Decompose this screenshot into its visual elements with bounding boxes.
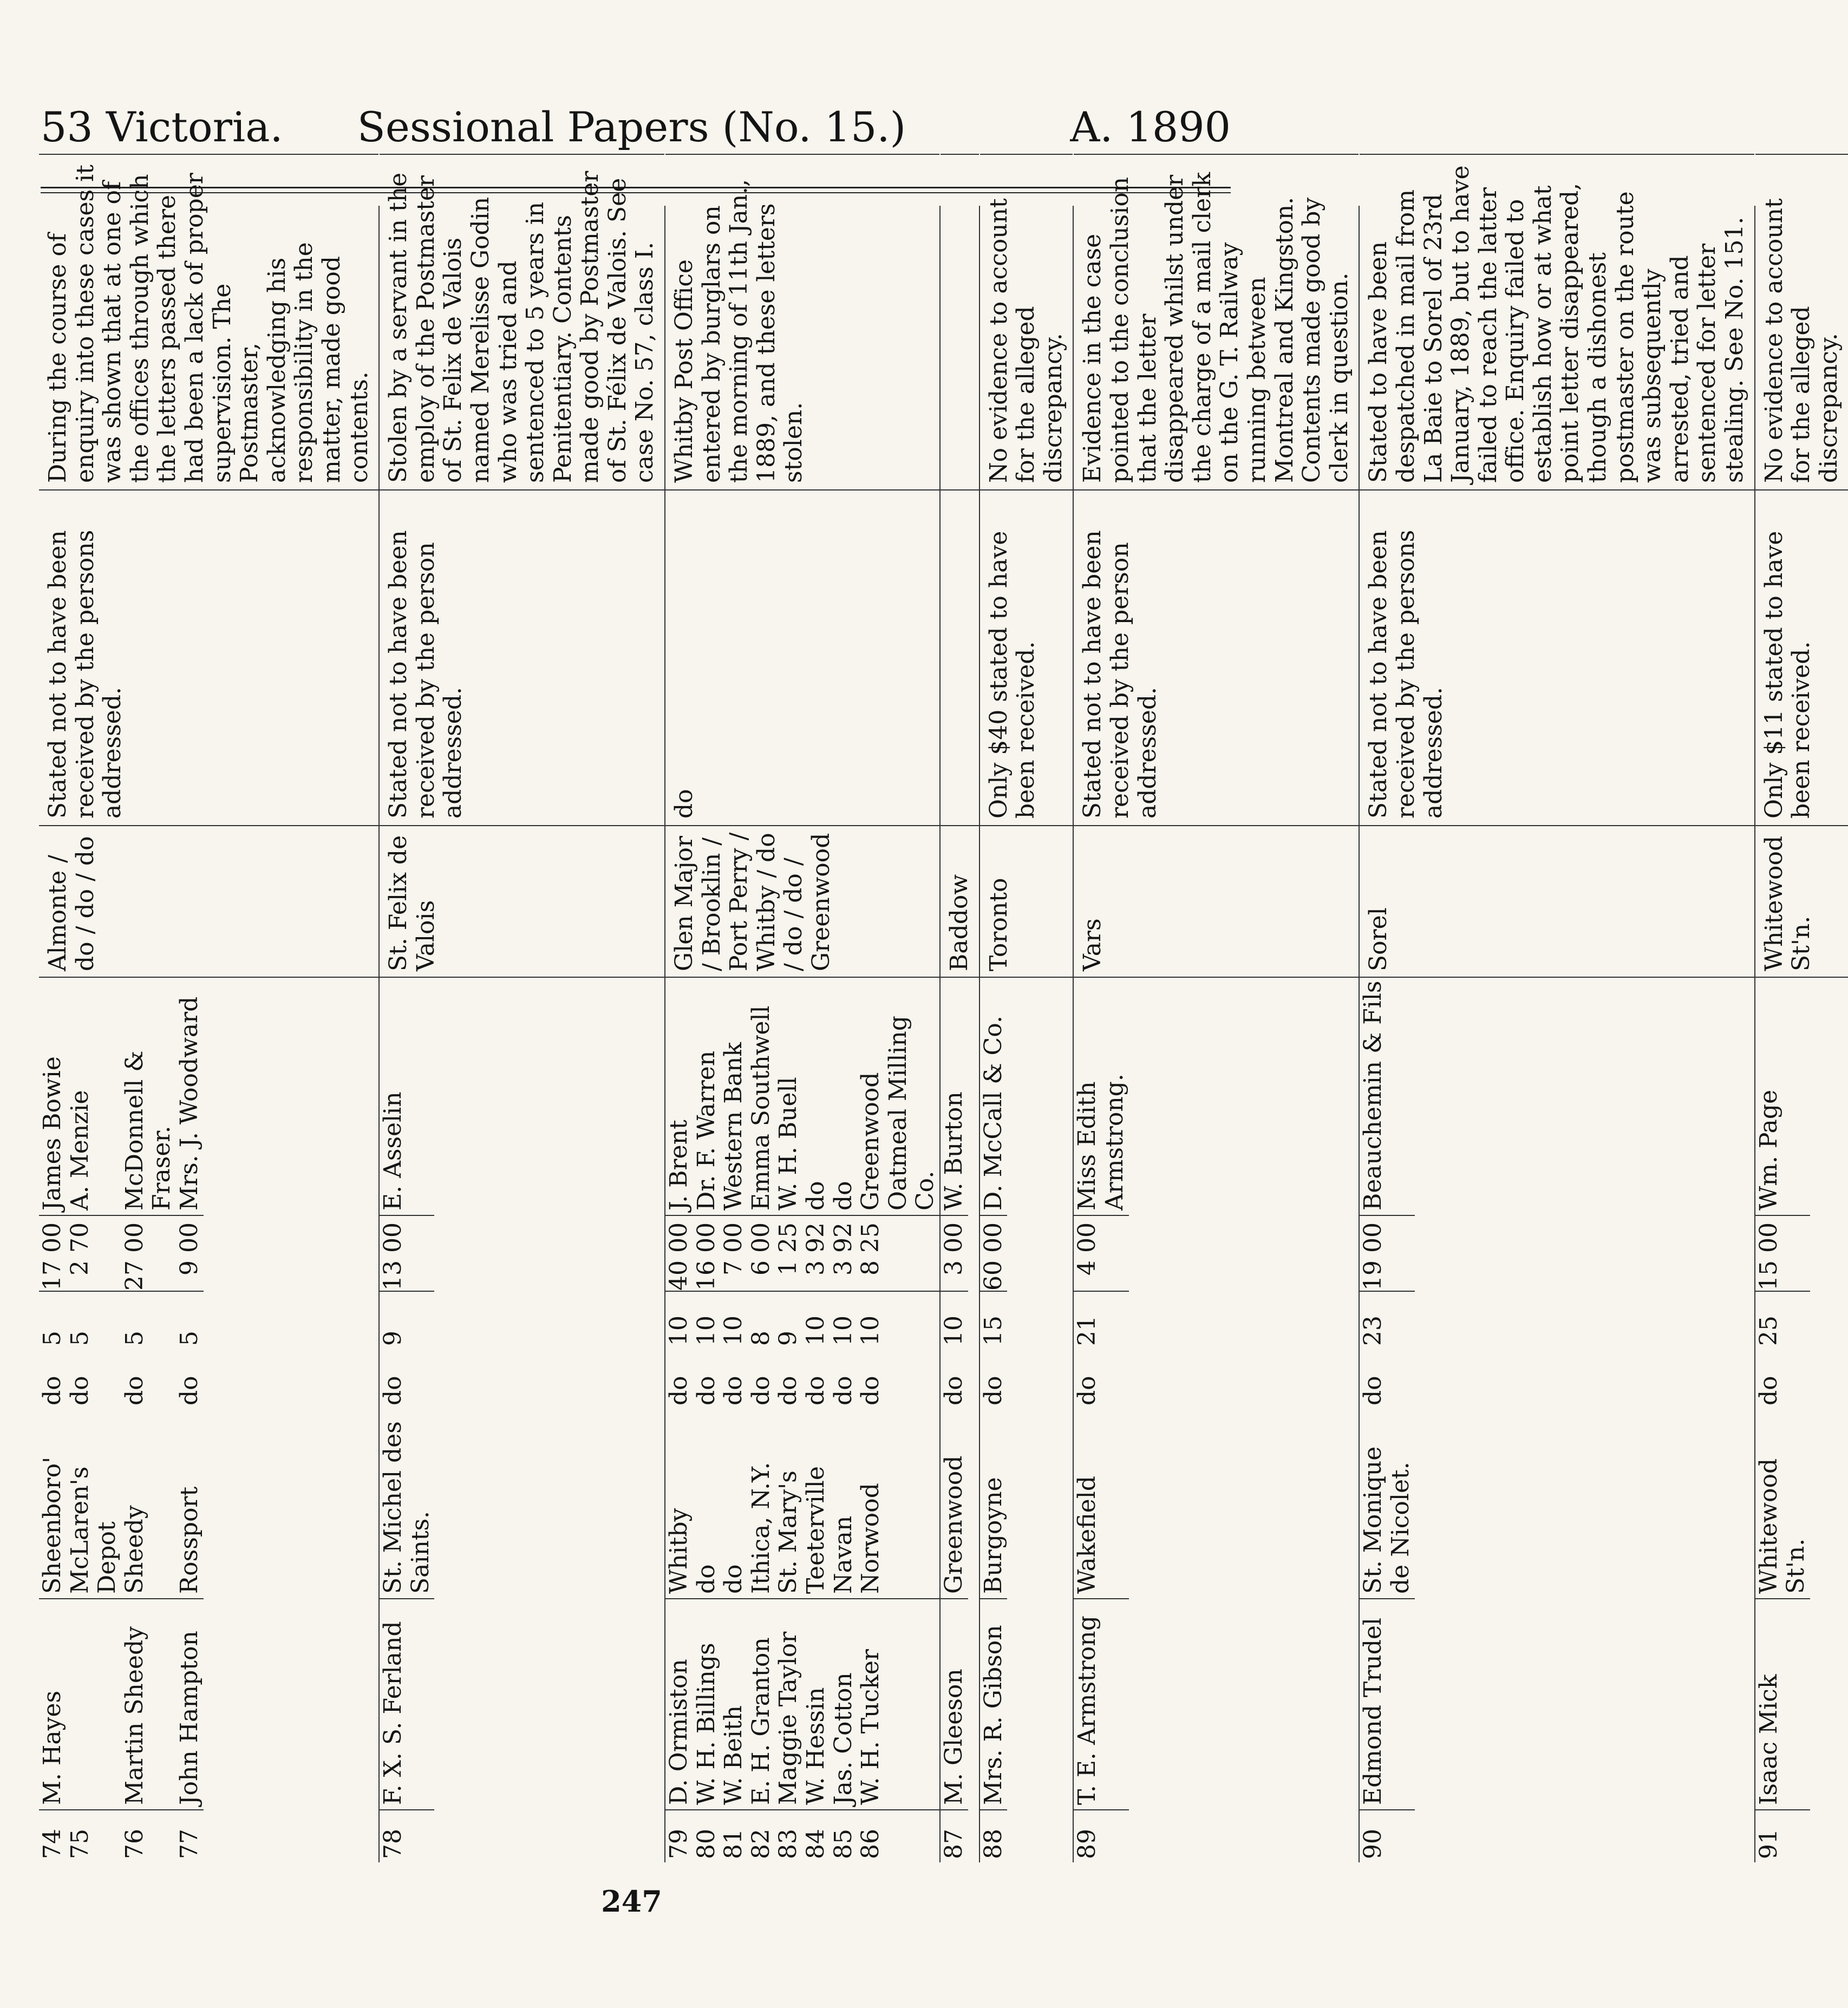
destination: Teeterville bbox=[802, 1410, 830, 1599]
addressee bbox=[67, 1599, 121, 1810]
table-row bbox=[39, 978, 67, 1862]
class-number bbox=[1074, 0, 1359, 155]
destination: Whitby bbox=[665, 1410, 693, 1599]
amount: 15 00 bbox=[1755, 1216, 1810, 1292]
amount: 27 00 bbox=[121, 1216, 176, 1292]
remarks: Evidence in the case pointed to the conclusion that the letter disappeared whilst under the charge of a mail clerk on the G. T. Railway running between Montreal and Kingston. Contents made good by clerk in question. bbox=[1074, 155, 1359, 490]
result: Only $40 stated to have been received. bbox=[980, 490, 1073, 826]
header-year: A. 1890 bbox=[1070, 103, 1231, 151]
destination: Whitewood St'n. bbox=[1755, 1410, 1810, 1599]
date-day: 15 bbox=[979, 1316, 1007, 1346]
table-row bbox=[830, 978, 858, 1862]
sender: Miss Edith Armstrong. bbox=[1074, 978, 1128, 1216]
letter-rows bbox=[665, 978, 939, 1862]
table-group bbox=[665, 179, 941, 1862]
province: do bbox=[802, 1376, 830, 1405]
case-number: 83 bbox=[774, 1829, 802, 1859]
result: do bbox=[665, 490, 939, 826]
posted-at: Whitewood St'n. bbox=[1755, 826, 1848, 978]
table-group bbox=[1073, 172, 1360, 1862]
table-group bbox=[1359, 165, 1755, 1862]
letter-rows bbox=[941, 978, 979, 1862]
page-number: 247 bbox=[601, 1884, 662, 1919]
destination: do bbox=[720, 1410, 748, 1599]
date-day: 10 bbox=[940, 1316, 968, 1346]
sender: McDonnell & Fraser. bbox=[121, 978, 176, 1216]
table-group bbox=[941, 206, 980, 1862]
posted-at: St. Felix de Valois bbox=[380, 826, 664, 978]
addressee: W. Beith bbox=[720, 1599, 748, 1810]
remarks: Stolen by a servant in the employ of the Postmaster of St. Felix de Valois named Merelisse Godin who was tried and sentenced to 5 years in Penitentiary. Contents made good by Postmaster of St. Félix de Valois. See case No. 57, class I. bbox=[380, 155, 664, 490]
date-day: 10 bbox=[720, 1316, 748, 1346]
class-number bbox=[1755, 0, 1848, 155]
destination: Rossport bbox=[176, 1410, 204, 1599]
case-number: 79 bbox=[665, 1829, 693, 1859]
result bbox=[941, 490, 979, 826]
amount: 19 00 bbox=[1360, 1216, 1414, 1292]
sender: Mrs. J. Woodward bbox=[176, 978, 204, 1216]
addressee: F. X. S. Ferland bbox=[380, 1599, 434, 1810]
amount: 3 00 bbox=[941, 1216, 968, 1292]
date-day: 25 bbox=[1754, 1316, 1782, 1346]
remarks: No evidence to account for the alleged discrepancy. bbox=[1755, 155, 1848, 490]
posted-at: Glen Major / Brooklin / Port Perry / Whitby / do / do / do / Greenwood bbox=[665, 826, 939, 978]
destination: McLaren's Depot bbox=[67, 1410, 121, 1599]
sender: E. Asselin bbox=[380, 978, 434, 1216]
amount: 3 92 bbox=[802, 1216, 830, 1292]
date-day: 10 bbox=[692, 1316, 720, 1346]
province: do bbox=[120, 1376, 148, 1405]
table-row bbox=[748, 978, 775, 1862]
destination: St. Mary's bbox=[775, 1410, 802, 1599]
case-number: 82 bbox=[747, 1829, 775, 1859]
date-day: 9 bbox=[379, 1331, 407, 1346]
sender: W. H. Buell bbox=[775, 978, 802, 1216]
province: do bbox=[175, 1376, 203, 1405]
class-number bbox=[941, 0, 979, 155]
sender: J. Brent bbox=[665, 978, 693, 1216]
date-day: 8 bbox=[747, 1331, 775, 1346]
table-group bbox=[379, 171, 665, 1862]
case-number: 84 bbox=[802, 1829, 830, 1859]
province: do bbox=[774, 1376, 802, 1405]
province: do bbox=[66, 1376, 94, 1405]
addressee: Isaac Mick bbox=[1755, 1599, 1810, 1810]
letter-rows bbox=[1360, 978, 1754, 1862]
addressee: Jas. Cotton bbox=[830, 1599, 858, 1810]
sender: do bbox=[802, 978, 830, 1216]
letter-rows bbox=[1755, 978, 1848, 1862]
sender: Western Bank bbox=[720, 978, 748, 1216]
rotated-table bbox=[38, 165, 1843, 1862]
destination: Norwood bbox=[857, 1410, 939, 1599]
posted-at: Vars bbox=[1074, 826, 1359, 978]
date-day: 10 bbox=[829, 1316, 857, 1346]
amount: 40 00 bbox=[665, 1216, 693, 1292]
date-day: 5 bbox=[38, 1331, 66, 1346]
destination: St. Monique de Nicolet. bbox=[1360, 1410, 1414, 1599]
addressee: Martin Sheedy bbox=[121, 1599, 176, 1810]
result: Stated not to have been received by the person addressed. bbox=[380, 490, 664, 826]
sender: A. Menzie bbox=[67, 978, 121, 1216]
remarks: Stated to have been despatched in mail from La Baie to Sorel of 23rd January, 1889, but to have failed to reach the latter office. Enquiry failed to establish how or at what point letter disappeared, though a dishonest postmaster on the route was subsequently arrested, tried and sentenced for letter stealing. See No. 151. bbox=[1360, 155, 1754, 490]
case-number: 80 bbox=[692, 1829, 720, 1859]
table-row bbox=[665, 978, 693, 1862]
header-title: Sessional Papers (No. 15.) bbox=[357, 103, 906, 151]
remarks bbox=[941, 155, 979, 490]
sender: D. McCall & Co. bbox=[980, 978, 1008, 1216]
case-number: 91 bbox=[1754, 1829, 1782, 1859]
table-row bbox=[1360, 978, 1414, 1862]
province: do bbox=[940, 1376, 968, 1405]
class-number bbox=[39, 0, 378, 155]
result: Stated not to have been received by the persons addressed. bbox=[1360, 490, 1754, 826]
destination: Ithica, N.Y. bbox=[748, 1410, 775, 1599]
addressee: T. E. Armstrong bbox=[1074, 1599, 1128, 1810]
letter-rows bbox=[980, 978, 1073, 1862]
addressee: W. H. Billings bbox=[693, 1599, 721, 1810]
table-group bbox=[38, 165, 380, 1862]
sender: W. Burton bbox=[941, 978, 968, 1216]
case-number: 89 bbox=[1073, 1829, 1101, 1859]
posted-at: Sorel bbox=[1360, 826, 1754, 978]
destination: Sheenboro' bbox=[39, 1410, 67, 1599]
header-volume: 53 Victoria. bbox=[41, 103, 283, 151]
date-day: 23 bbox=[1359, 1316, 1387, 1346]
letter-rows bbox=[1074, 978, 1359, 1862]
table-row bbox=[980, 978, 1008, 1862]
destination: Sheedy bbox=[121, 1410, 176, 1599]
amount: 13 00 bbox=[380, 1216, 434, 1292]
province: do bbox=[1073, 1376, 1101, 1405]
date-day: 10 bbox=[665, 1316, 693, 1346]
sender: Emma Southwell bbox=[748, 978, 775, 1216]
province: do bbox=[379, 1376, 407, 1405]
table-group bbox=[1754, 198, 1848, 1862]
remarks: No evidence to account for the alleged discrepancy. bbox=[980, 155, 1073, 490]
posted-at: Toronto bbox=[980, 826, 1073, 978]
result: Only $11 stated to have been received. bbox=[1755, 490, 1848, 826]
date-day: 21 bbox=[1073, 1316, 1101, 1346]
amount: 17 00 bbox=[39, 1216, 67, 1292]
posted-at: Baddow bbox=[941, 826, 979, 978]
case-number: 76 bbox=[120, 1829, 148, 1859]
case-number: 78 bbox=[379, 1829, 407, 1859]
letter-rows bbox=[380, 978, 664, 1862]
province: do bbox=[720, 1376, 748, 1405]
date-day: 10 bbox=[802, 1316, 830, 1346]
table-row bbox=[1074, 978, 1128, 1862]
date-day: 5 bbox=[66, 1331, 94, 1346]
table-row bbox=[693, 978, 721, 1862]
province: do bbox=[1754, 1376, 1782, 1405]
class-number bbox=[665, 0, 939, 155]
case-number: 90 bbox=[1359, 1829, 1387, 1859]
sender: Dr. F. Warren bbox=[693, 978, 721, 1216]
province: do bbox=[665, 1376, 693, 1405]
amount: 16 00 bbox=[693, 1216, 721, 1292]
destination: do bbox=[693, 1410, 721, 1599]
addressee: Edmond Trudel bbox=[1360, 1599, 1414, 1810]
destination: Burgoyne bbox=[980, 1410, 1008, 1599]
sender: Wm. Page bbox=[1755, 978, 1810, 1216]
sender: do bbox=[830, 978, 858, 1216]
amount: 6 00 bbox=[748, 1216, 775, 1292]
table-row bbox=[802, 978, 830, 1862]
date-day: 5 bbox=[175, 1331, 203, 1346]
date-day: 10 bbox=[857, 1316, 885, 1346]
letter-rows bbox=[39, 978, 378, 1862]
addressee: W. Hessin bbox=[802, 1599, 830, 1810]
class-number bbox=[980, 0, 1073, 155]
province: do bbox=[1359, 1376, 1387, 1405]
province: do bbox=[857, 1376, 885, 1405]
addressee: M. Hayes bbox=[39, 1599, 67, 1810]
sender: Greenwood Oatmeal Milling Co. bbox=[857, 978, 939, 1216]
class-number bbox=[1360, 0, 1754, 155]
addressee: Mrs. R. Gibson bbox=[980, 1599, 1008, 1810]
amount: 4 00 bbox=[1074, 1216, 1128, 1292]
table-row bbox=[380, 978, 434, 1862]
addressee: Maggie Taylor bbox=[775, 1599, 802, 1810]
case-number: 86 bbox=[857, 1829, 885, 1859]
destination: Greenwood bbox=[941, 1410, 968, 1599]
addressee: E. H. Granton bbox=[748, 1599, 775, 1810]
date-day: 5 bbox=[120, 1331, 148, 1346]
province: do bbox=[692, 1376, 720, 1405]
case-number: 74 bbox=[38, 1829, 66, 1859]
province: do bbox=[38, 1376, 66, 1405]
result: Stated not to have been received by the person addressed. bbox=[1074, 490, 1359, 826]
addressee: D. Ormiston bbox=[665, 1599, 693, 1810]
result: Stated not to have been received by the persons addressed. bbox=[39, 490, 378, 826]
date-day: 9 bbox=[774, 1331, 802, 1346]
amount: 2 70 bbox=[67, 1216, 121, 1292]
remarks: Whitby Post Office entered by burglars on the morning of 11th Jan., 1889, and these letters stolen. bbox=[665, 155, 939, 490]
province: do bbox=[979, 1376, 1007, 1405]
addressee: John Hampton bbox=[176, 1599, 204, 1810]
table-row bbox=[941, 978, 968, 1862]
province: do bbox=[747, 1376, 775, 1405]
table-group bbox=[979, 198, 1074, 1862]
addressee: M. Gleeson bbox=[941, 1599, 968, 1810]
case-number: 81 bbox=[720, 1829, 748, 1859]
destination: St. Michel des Saints. bbox=[380, 1410, 434, 1599]
case-number: 87 bbox=[940, 1829, 968, 1859]
sender: James Bowie bbox=[39, 978, 67, 1216]
amount: 1 25 bbox=[775, 1216, 802, 1292]
case-number: 75 bbox=[66, 1829, 94, 1859]
remarks: During the course of enquiry into these cases it was shown that at one of the offices through which the letters passed there had been a lack of proper supervision. The Postmaster, acknowledging his responsibility in the matter, made good contents. bbox=[39, 155, 378, 490]
addressee: W. H. Tucker bbox=[857, 1599, 939, 1810]
amount: 9 00 bbox=[176, 1216, 204, 1292]
table-row bbox=[1755, 978, 1810, 1862]
table-row bbox=[121, 978, 176, 1862]
case-number: 77 bbox=[175, 1829, 203, 1859]
table-row bbox=[857, 978, 939, 1862]
amount: 8 25 bbox=[857, 1216, 939, 1292]
destination: Wakefield bbox=[1074, 1410, 1128, 1599]
case-number: 88 bbox=[979, 1829, 1007, 1859]
case-number: 85 bbox=[829, 1829, 857, 1859]
amount: 3 92 bbox=[830, 1216, 858, 1292]
posted-at: Almonte / do / do / do bbox=[39, 826, 378, 978]
destination: Navan bbox=[830, 1410, 858, 1599]
amount: 7 00 bbox=[720, 1216, 748, 1292]
class-number bbox=[380, 0, 664, 155]
province: do bbox=[829, 1376, 857, 1405]
table-row bbox=[775, 978, 802, 1862]
sender: Beauchemin & Fils bbox=[1360, 978, 1414, 1216]
table-row bbox=[67, 978, 121, 1862]
amount: 60 00 bbox=[980, 1216, 1008, 1292]
table-row bbox=[176, 978, 204, 1862]
table-row bbox=[720, 978, 748, 1862]
